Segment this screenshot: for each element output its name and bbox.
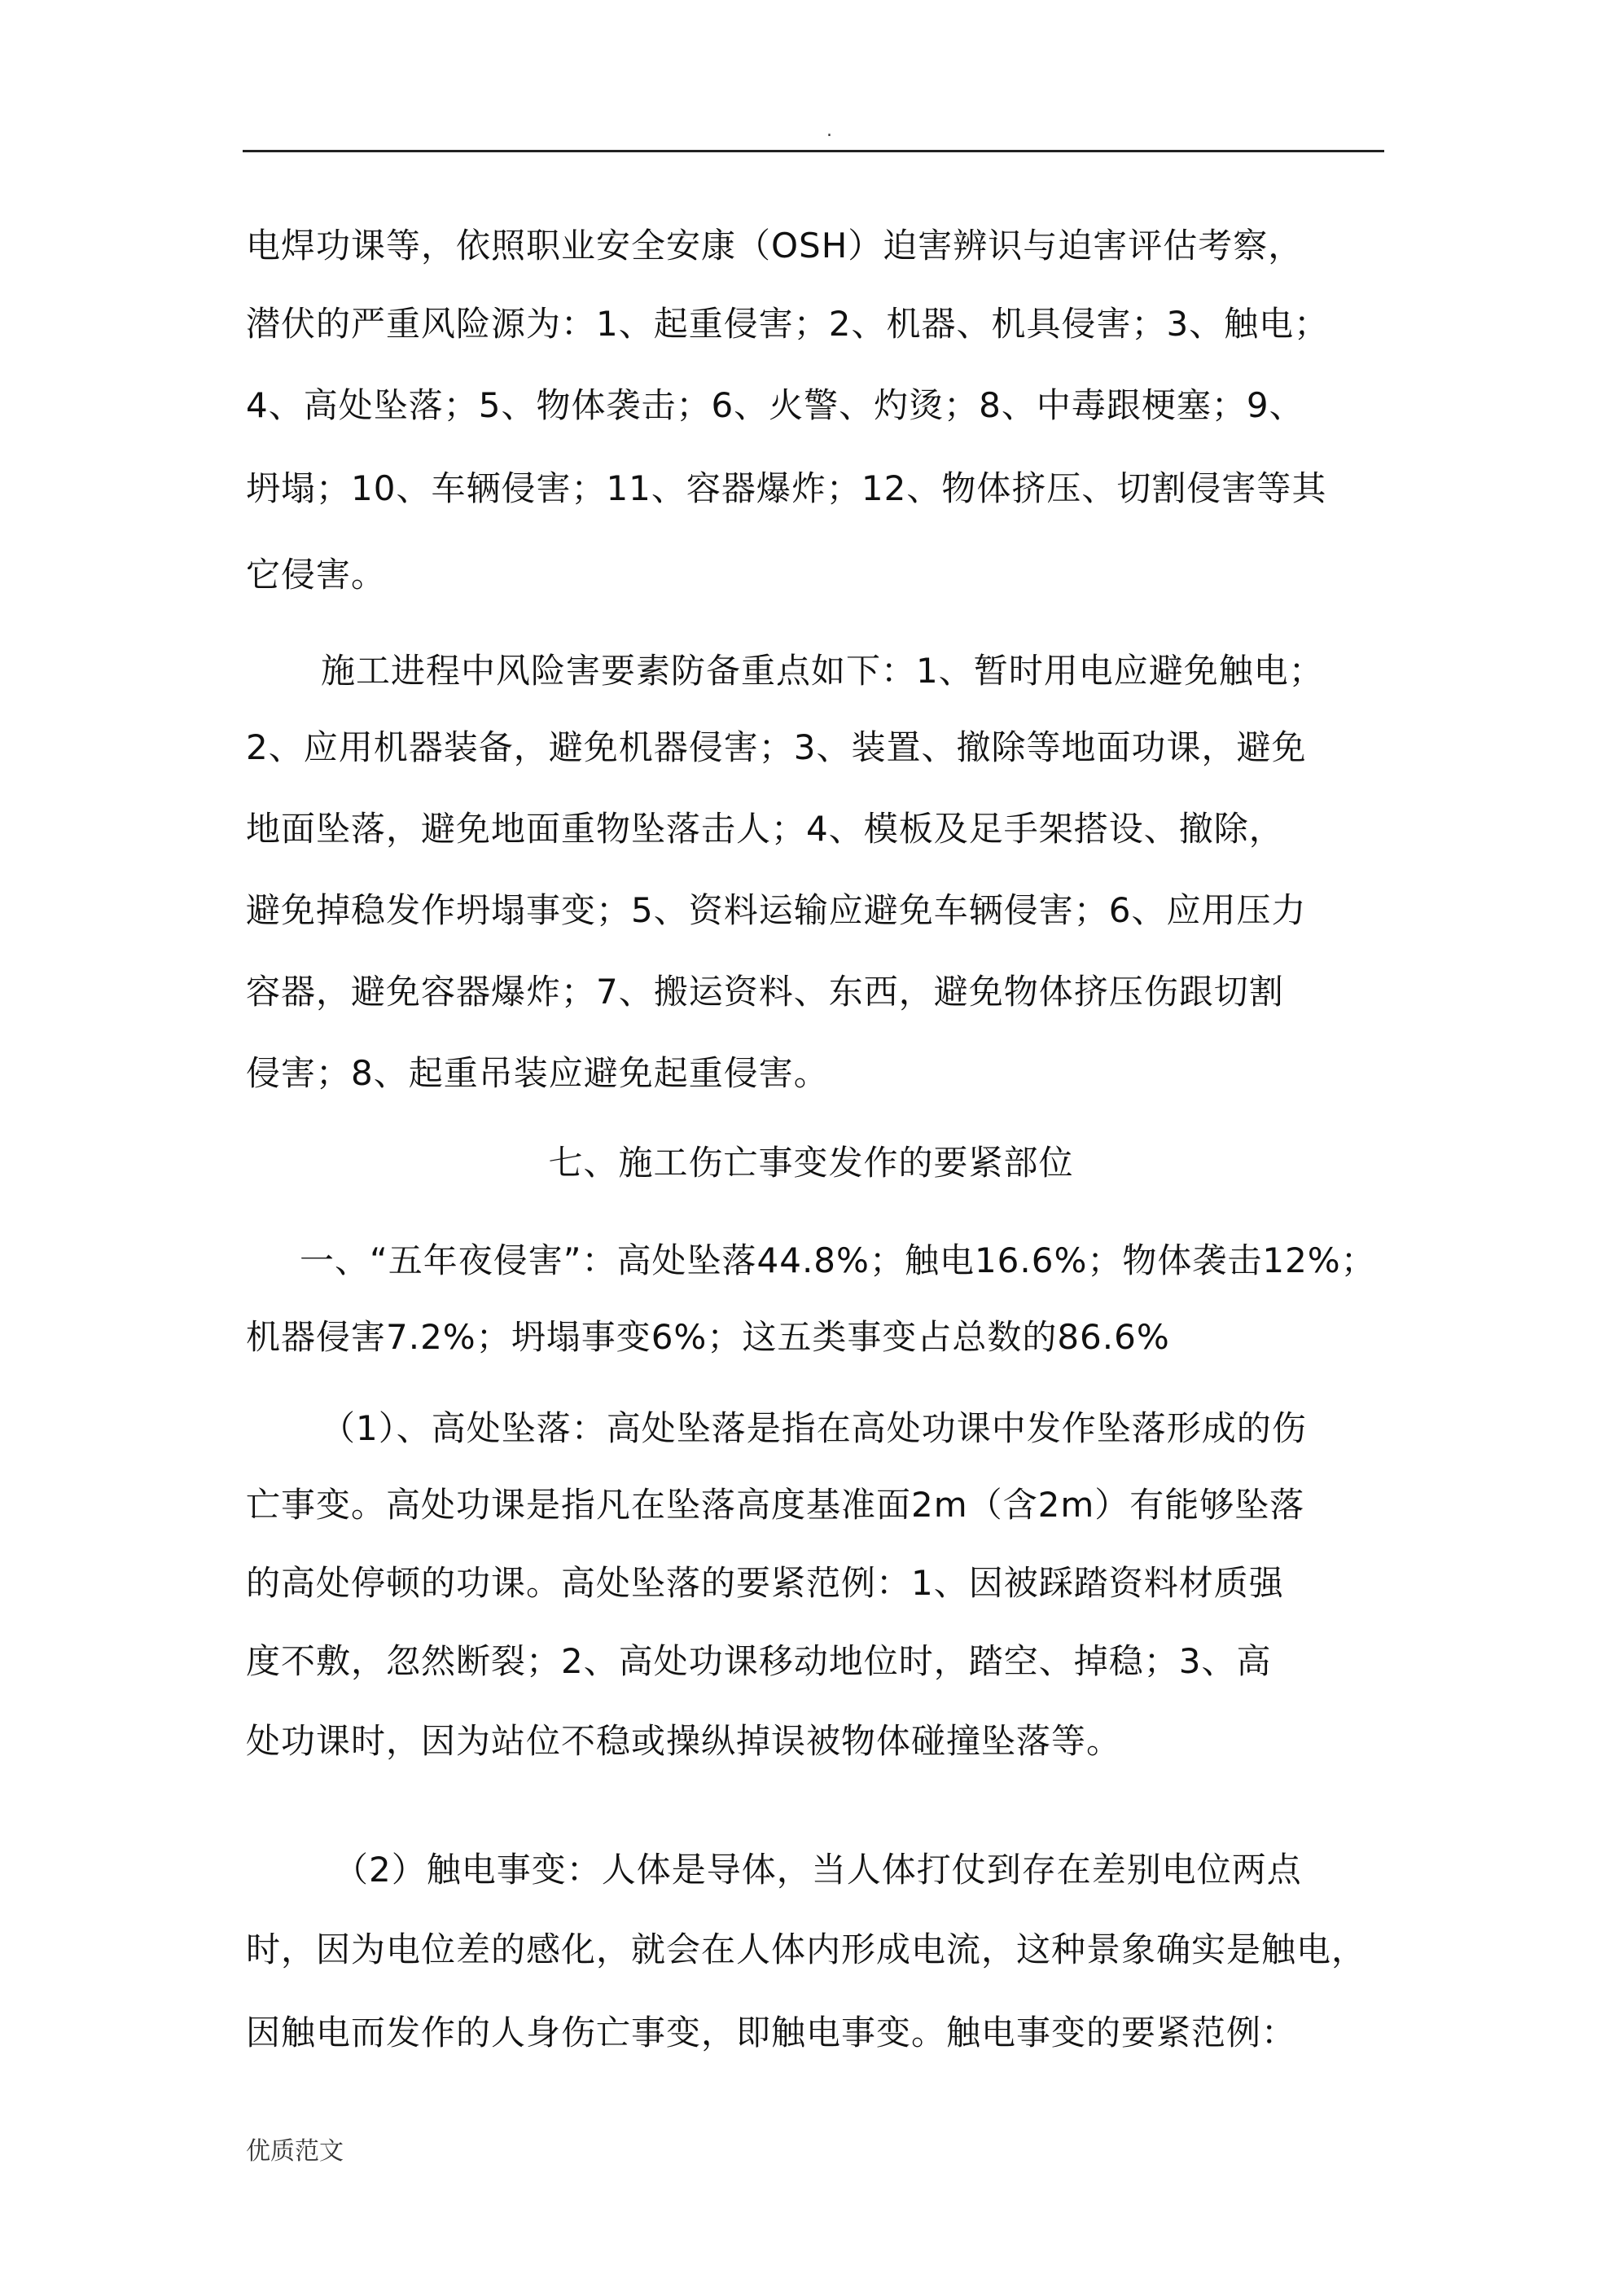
text-line: 容器，避免容器爆炸；7、搬运资料、东西，避免物体挤压伤跟切割 bbox=[246, 972, 1284, 1012]
section-heading: 七、施工伤亡事变发作的要紧部位 bbox=[548, 1143, 1074, 1183]
text-line: （2）触电事变：人体是导体，当人体打仗到存在差别电位两点 bbox=[334, 1850, 1302, 1890]
text-line: 它侵害。 bbox=[246, 555, 387, 595]
text-line: 时，因为电位差的感化，就会在人体内形成电流，这种景象确实是触电， bbox=[246, 1929, 1367, 1969]
text-line: 机器侵害7.2%；坍塌事变6%；这五类事变占总数的86.6% bbox=[246, 1317, 1170, 1357]
text-line: 2、应用机器装备，避免机器侵害；3、装置、撤除等地面功课，避免 bbox=[246, 727, 1307, 767]
text-line: （1）、高处坠落：高处坠落是指在高处功课中发作坠落形成的伤 bbox=[321, 1408, 1307, 1448]
text-line: 4、高处坠落；5、物体袭击；6、火警、灼烫；8、中毒跟梗塞；9、 bbox=[246, 385, 1304, 425]
text-line: 坍塌；10、车辆侵害；11、容器爆炸；12、物体挤压、切割侵害等其 bbox=[246, 468, 1327, 508]
text-line: 因触电而发作的人身伤亡事变，即触电事变。触电事变的要紧范例： bbox=[246, 2013, 1297, 2052]
text-line: 地面坠落，避免地面重物坠落击人；4、模板及足手架搭设、撤除， bbox=[246, 809, 1284, 849]
text-line: 施工进程中风险害要素防备重点如下：1、暂时用电应避免触电； bbox=[321, 651, 1324, 691]
header-rule bbox=[243, 150, 1384, 152]
text-line: 一、“五年夜侵害”：高处坠落44.8%；触电16.6%；物体袭击12%； bbox=[300, 1240, 1376, 1280]
text-line: 度不敷，忽然断裂；2、高处功课移动地位时，踏空、掉稳；3、高 bbox=[246, 1641, 1272, 1681]
page-header-marker: . bbox=[826, 121, 832, 141]
text-line: 电焊功课等，依照职业安全安康（OSH）迫害辨识与迫害评估考察， bbox=[246, 226, 1304, 266]
text-line: 潜伏的严重风险源为：1、起重侵害；2、机器、机具侵害；3、触电； bbox=[246, 304, 1330, 344]
text-line: 的高处停顿的功课。高处坠落的要紧范例：1、因被踩踏资料材质强 bbox=[246, 1563, 1284, 1603]
text-line: 处功课时，因为站位不稳或操纵掉误被物体碰撞坠落等。 bbox=[246, 1721, 1122, 1761]
text-line: 亡事变。高处功课是指凡在坠落高度基准面2m（含2m）有能够坠落 bbox=[246, 1485, 1305, 1525]
text-line: 避免掉稳发作坍塌事变；5、资料运输应避免车辆侵害；6、应用压力 bbox=[246, 890, 1307, 930]
footer-text: 优质范文 bbox=[246, 2137, 344, 2166]
text-line: 侵害；8、起重吊装应避免起重侵害。 bbox=[246, 1053, 829, 1093]
